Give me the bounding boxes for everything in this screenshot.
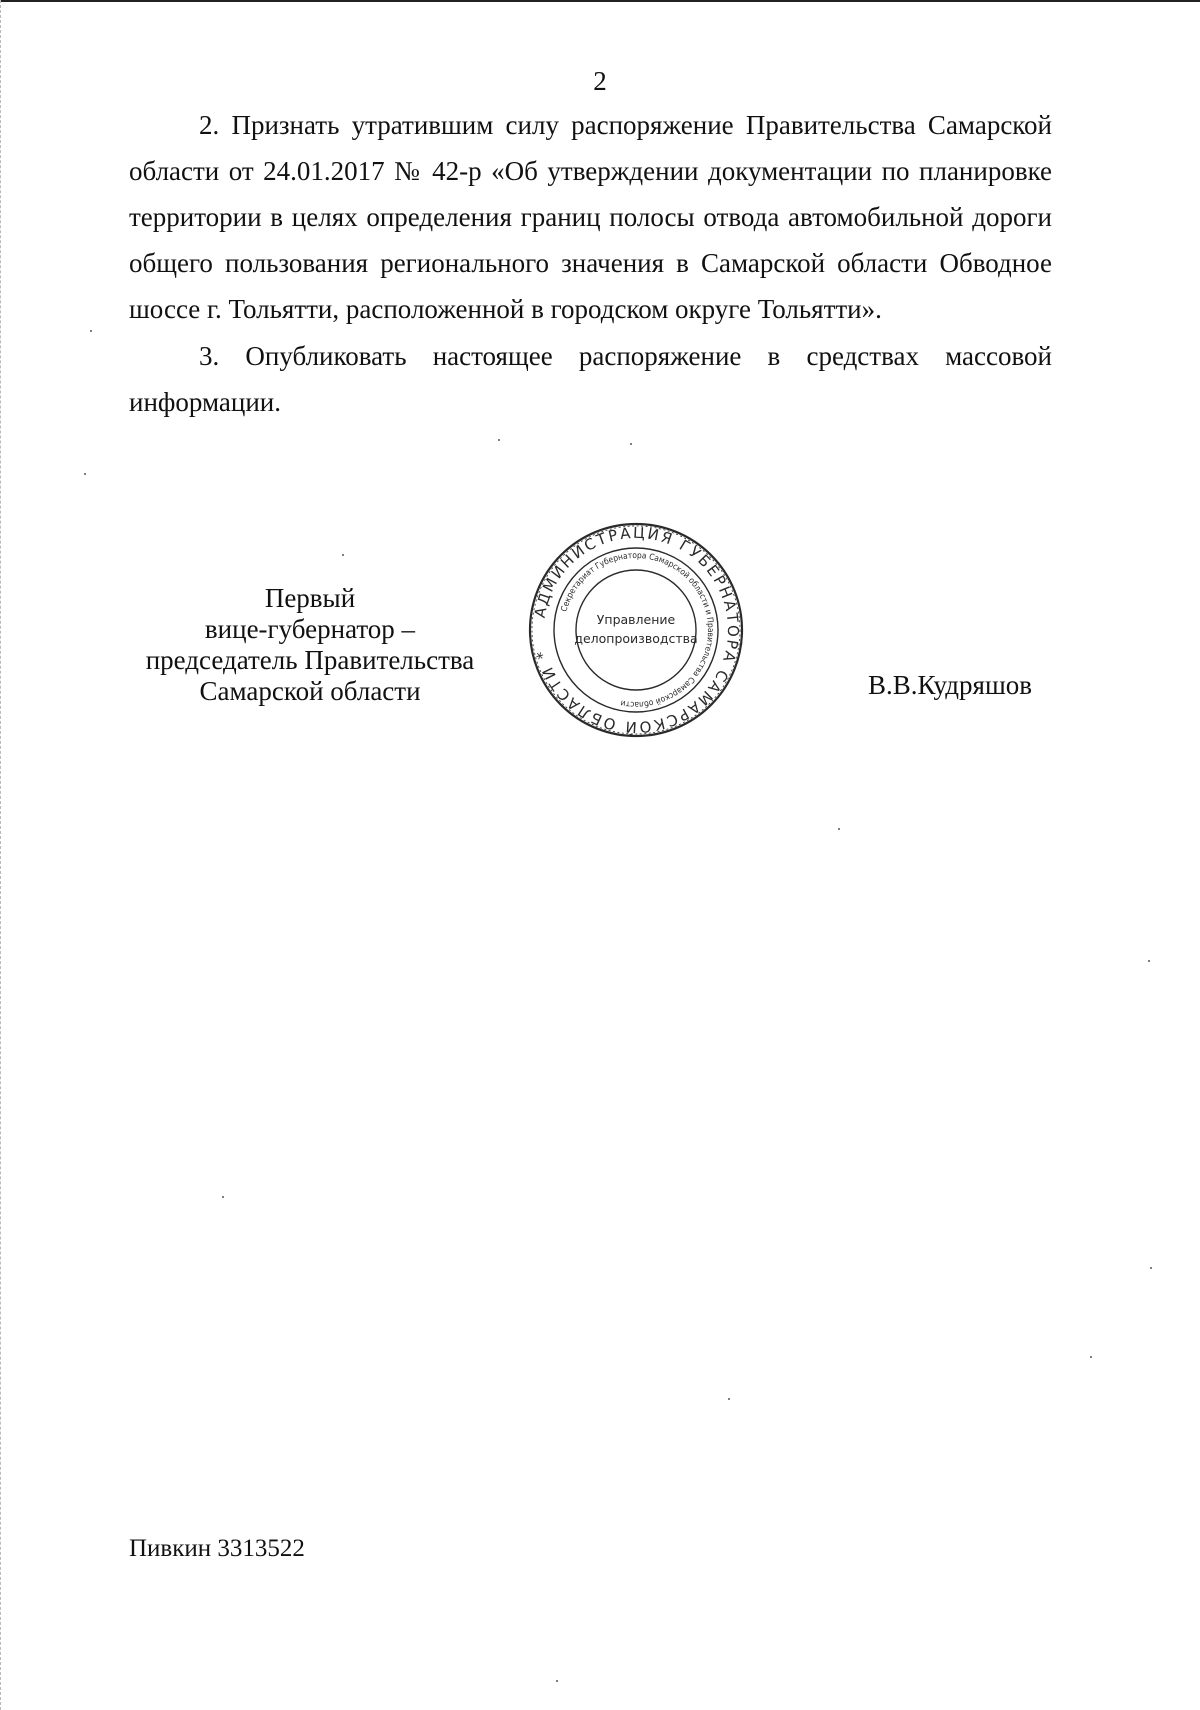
page-number: 2	[593, 66, 607, 96]
page-top-border	[0, 0, 1200, 2]
scan-speck	[90, 330, 92, 332]
document-body	[129, 102, 1052, 425]
seal-center-line: Управление	[596, 612, 676, 627]
executor-contact: Пивкин 3313522	[129, 1535, 305, 1562]
scan-speck	[498, 439, 500, 441]
signer-title-block	[130, 583, 490, 707]
seal-outer-text: АДМИНИСТРАЦИЯ ГУБЕРНАТОРА САМАРСКОЙ ОБЛАСТИ *	[530, 523, 743, 737]
scan-speck	[630, 443, 632, 445]
scan-speck	[728, 1398, 730, 1400]
signer-title-line: вице-губернатор –	[204, 614, 416, 644]
paragraph-3: 3. Опубликовать настоящее распоряжение в средствах массовой информации.	[129, 341, 1052, 417]
signer-title-line: Первый	[264, 583, 356, 613]
scan-speck	[556, 1680, 558, 1682]
seal-center-line: делопроизводства	[574, 631, 698, 646]
scan-speck	[84, 473, 86, 475]
official-seal	[526, 520, 746, 740]
scan-speck	[1148, 960, 1150, 962]
signer-title-line: Самарской области	[199, 676, 421, 706]
signer-title-line: председатель Правительства	[145, 645, 475, 675]
scan-speck	[342, 554, 344, 556]
signer-name: В.В.Кудряшов	[868, 670, 1032, 700]
scan-speck	[1090, 1356, 1092, 1358]
scan-speck	[222, 1196, 224, 1198]
scan-left-edge	[0, 0, 2, 1710]
seal-inner-text: Секретариат Губернатора Самарской области и Правительства Самарской области	[558, 549, 717, 711]
paragraph-2: 2. Признать утратившим силу распоряжение Правительства Самарской области от 24.01.2017 № 42-р «Об утверждении документации по планировке территории в целях определения границ полосы отвода автомобильной дороги общего пользования регионального значения в Самарской области Обводное шоссе г. Тольятти, расположенной в городском округе Тольятти».	[129, 110, 1052, 324]
scan-speck	[838, 828, 840, 830]
scan-speck	[1150, 1267, 1152, 1269]
